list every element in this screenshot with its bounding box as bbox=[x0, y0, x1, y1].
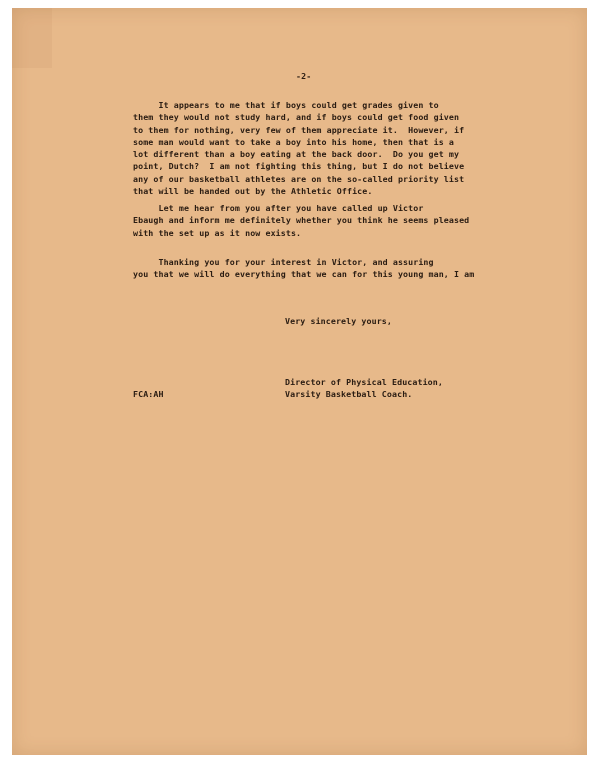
paper-stain bbox=[12, 8, 52, 68]
page-number: -2- bbox=[296, 71, 312, 81]
letter-paragraph: Thanking you for your interest in Victor, and assuring you that we will do everything that we can for this young man, I am bbox=[133, 257, 475, 280]
letter-paragraph: Let me hear from you after you have called up Victor Ebaugh and inform me definitely whether you think he seems pleased with the set up as it now exists. bbox=[133, 203, 470, 238]
letter-paragraph: It appears to me that if boys could get grades given to them they would not study hard, and if boys could get food given to them for nothing, very few of them appreciate it. However, if some man would want to take a boy into his home, then that is a lot different than a boy eating at the back door. Do you get my point, Dutch? I am not fighting this thing, but I do not believe any of our basketball athletes are on the so-called priority list that will be handed out by the Athletic Office. bbox=[133, 100, 465, 197]
signature-block: Director of Physical Education, Varsity Basketball Coach. bbox=[285, 377, 443, 400]
letter-page bbox=[12, 8, 587, 755]
reference-initials: FCA:AH bbox=[133, 389, 164, 399]
complimentary-close: Very sincerely yours, bbox=[285, 316, 392, 326]
